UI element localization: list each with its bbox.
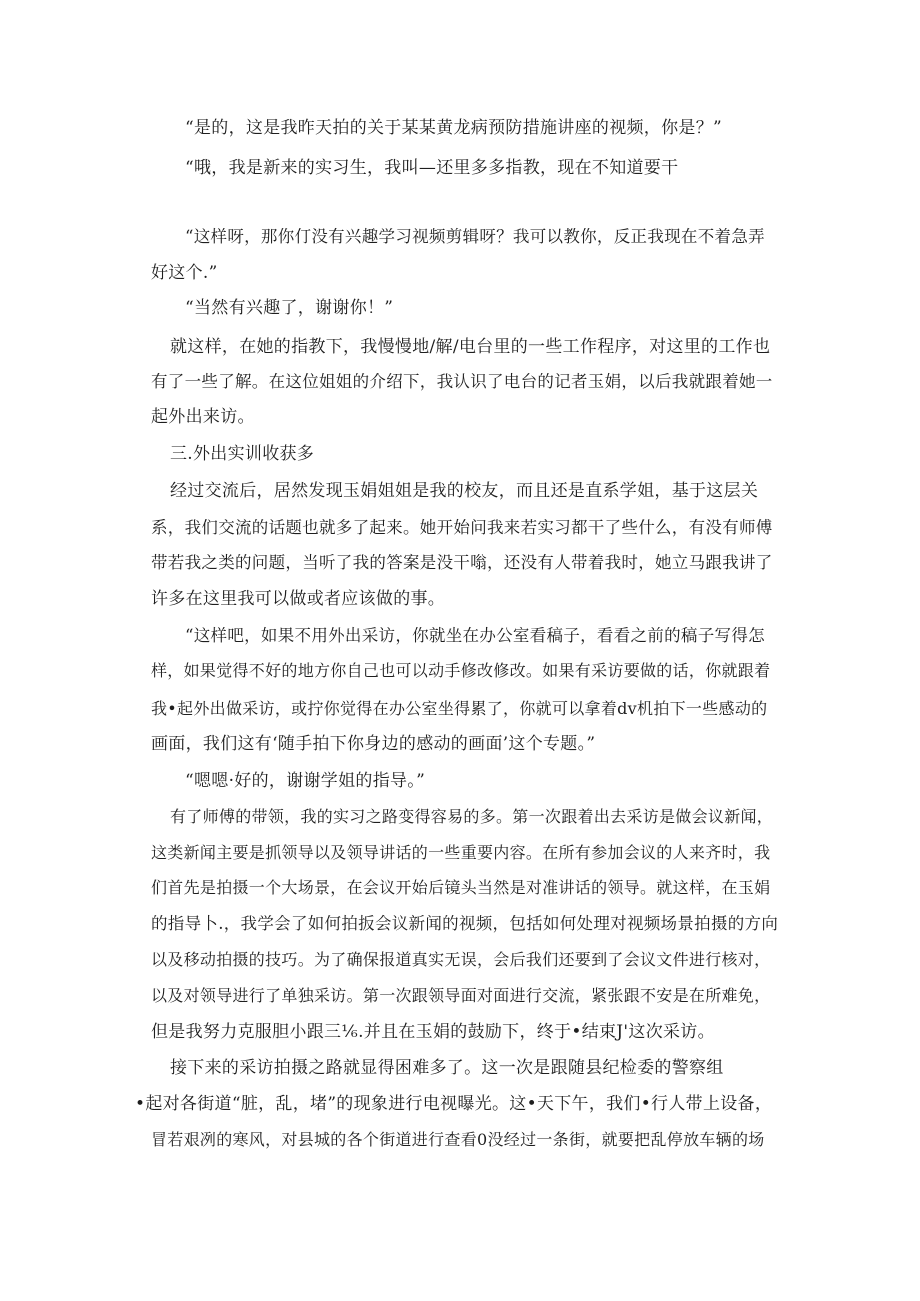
text-line: 带若我之类的问题，当听了我的答案是没干嗡，还没有人带着我时，她立马跟我讲了 (151, 553, 773, 572)
text-line: 以及移动拍摄的技巧。为了确保报道真实无误，会后我们还要到了会议文件进行核对， (151, 950, 771, 969)
text-line: 的指导卜.，我学会了如何拍扳会议新闻的视频，包括如何处理对视频场景拍摄的方向 (151, 914, 779, 933)
text-line: 画面，我们这有‘随手拍下你身边的感动的画面’这个专题。” (151, 734, 596, 754)
text-line: 就这样，在她的指教下，我慢慢地/解/电台里的一些工作程序，对这里的工作也 (170, 337, 771, 357)
text-line: “当然有兴趣了，谢谢你！” (185, 298, 394, 318)
text-line: 起外出来访。 (151, 407, 255, 427)
text-line: 样，如果觉得不好的地方你自己也可以动手修改修改。如果有采访要做的话，你就跟着 (151, 661, 771, 680)
text-line: “哦，我是新来的实习生，我叫—还里多多指教，现在不知道要干 (185, 158, 679, 178)
text-line: “这样呀，那你仃没有兴趣学习视频剪辑呀？我可以教你，反正我现在不着急弄 (185, 227, 765, 246)
text-line: 我•起外出做采访，或拧你觉得在办公室坐得累了，你就可以拿着dv机拍下一些感动的 (151, 699, 768, 718)
text-line: 有了一些了解。在这位姐姐的介绍下，我认识了电台的记者玉娟，以后我就跟着她一 (151, 372, 773, 391)
text-line: 这类新闻主要是抓领导以及领导讲话的一些重要内容。在所有参加会议的人来齐时，我 (151, 843, 771, 862)
text-line: “嗯嗯·好的，谢谢学姐的指导。” (185, 771, 426, 791)
text-line: 好这个.” (151, 263, 218, 283)
text-line: “是的，这是我昨天拍的关于某某黄龙病预防措施讲座的视频，你是？” (185, 118, 722, 138)
text-line: 经过交流后，居然发现玉娟姐姐是我的校友，而且还是直系学姐，基于这层关 (170, 481, 759, 501)
text-line: 以及对领导进行了单独采访。第一次跟领导面对面进行交流，紧张跟不安是在所难免， (151, 986, 771, 1005)
section-heading: 三.外出实训收获多 (170, 444, 315, 464)
text-line: 们首先是拍摄一个大场景，在会议开始后镜头当然是对准讲话的领导。就这样，在玉娟 (151, 878, 771, 897)
text-line: •起对各街道“脏，乱，堵”的现象进行电视曝光。这•天下午，我们•行人带上设备， (135, 1094, 773, 1114)
text-line: “这样吧，如果不用外出采访，你就坐在办公室看稿子，看看之前的稿子写得怎 (185, 626, 765, 645)
text-line: 许多在这里我可以做或者应该做的事。 (151, 589, 446, 609)
text-line: 接下来的采访拍摄之路就显得困难多了。这一次是跟随县纪检委的警察组 (170, 1058, 724, 1078)
text-line: 有了师傅的带领，我的实习之路变得容易的多。第一次跟着出去采访是做会议新闻， (170, 807, 774, 826)
text-line: 冒若艰冽的寒风，对县城的各个街道进行查看0没经过一条街，就要把乱停放车辆的场 (151, 1130, 765, 1149)
text-line: 系，我们交流的话题也就多了起来。她开始问我来若实习都干了些什么，有没有师傅 (151, 518, 773, 537)
text-line: 但是我努力克服胆小跟三⅙.并且在玉娟的鼓励下，终于•结束J'这次采访。 (151, 1022, 715, 1042)
